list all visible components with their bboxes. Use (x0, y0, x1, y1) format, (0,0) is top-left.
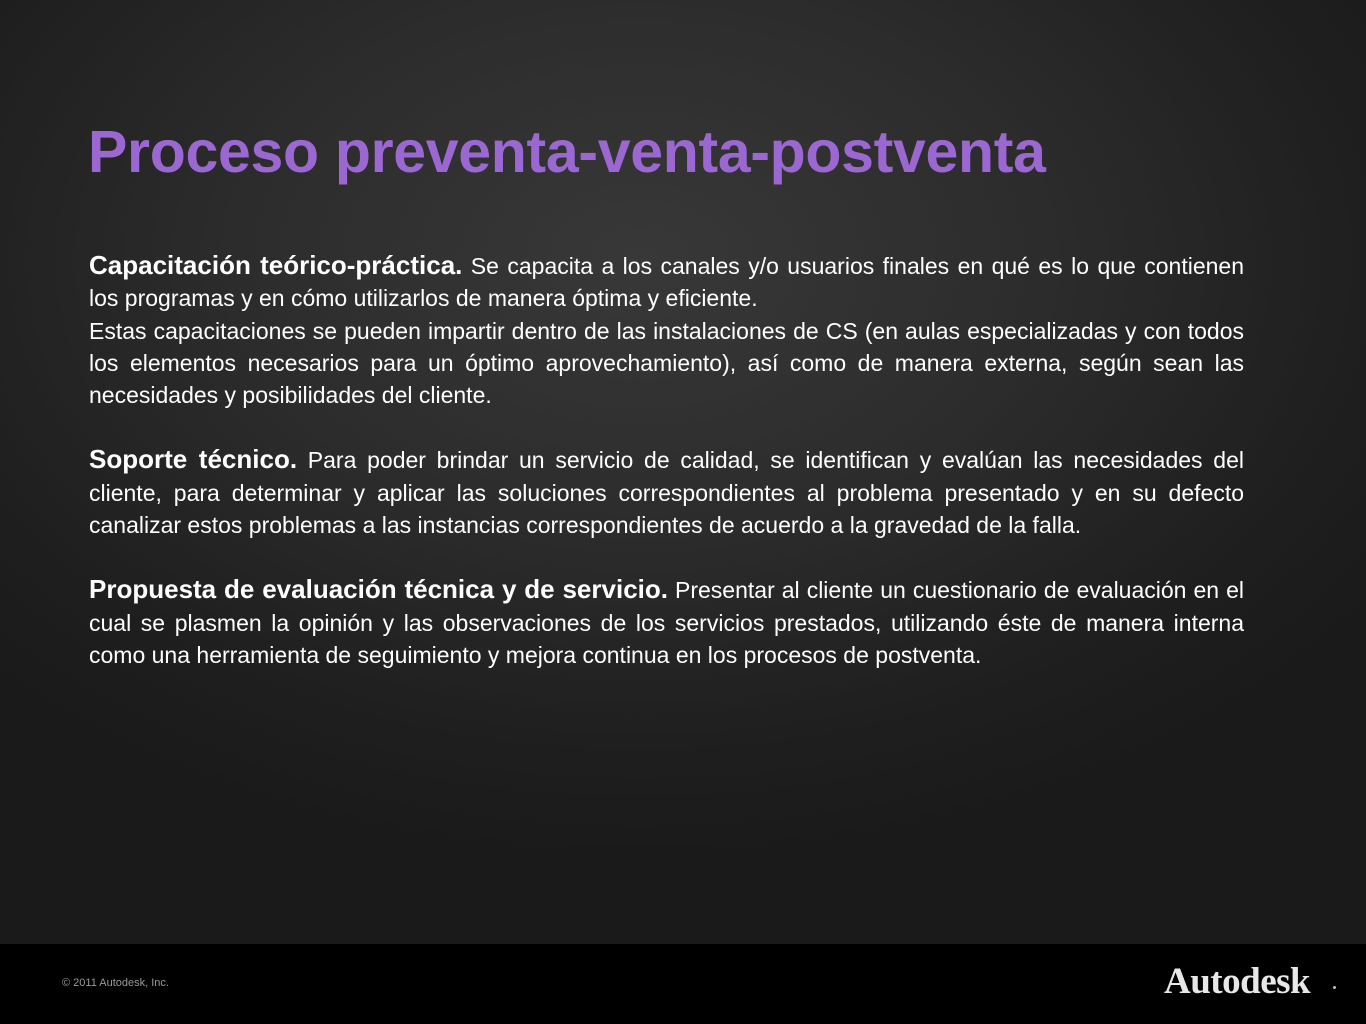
autodesk-logo: Autodesk (1164, 961, 1311, 1002)
paragraph-soporte (89, 443, 1244, 541)
paragraph-capacitacion (89, 249, 1244, 315)
copyright-text: © 2011 Autodesk, Inc. (62, 977, 169, 989)
slide-body (89, 249, 1244, 671)
paragraph-text: Se capacita a los canales y/o usuarios finales en qué es lo que contienen los programas y en cómo utilizarlos de manera óptima y eficiente. (89, 253, 1244, 312)
footer-bar (0, 944, 1366, 1024)
paragraph-lead: Propuesta de evaluación técnica y de servicio. (89, 574, 668, 605)
paragraph-lead: Soporte técnico. (89, 444, 298, 475)
logo-trademark-dot (1333, 986, 1336, 989)
paragraph-lead: Capacitación teórico-práctica. (89, 250, 463, 280)
paragraph-propuesta (89, 573, 1244, 671)
paragraph-capacitaciones-detalle (89, 315, 1244, 412)
paragraph-text: Presentar al cliente un cuestionario de evaluación en el cual se plasmen la opinión y las observaciones de los servicios prestados, utilizando éste de manera interna como una herramienta de seguimiento y mejora continua en los procesos de postventa. (89, 577, 1244, 668)
paragraph-text: Para poder brindar un servicio de calidad, se identifican y evalúan las necesidades del cliente, para determinar y aplicar las soluciones correspondientes al problema presentado y en su defecto canalizar estos problemas a las instancias correspondientes de acuerdo a la gravedad de la falla. (89, 447, 1244, 539)
slide-title: Proceso preventa-venta-postventa (88, 119, 1046, 185)
paragraph-text: Estas capacitaciones se pueden impartir dentro de las instalaciones de CS (en aulas especializadas y con todos los elementos necesarios para un óptimo aprovechamiento), así como de manera externa, según sean las necesidades y posibilidades del cliente. (89, 317, 1244, 409)
